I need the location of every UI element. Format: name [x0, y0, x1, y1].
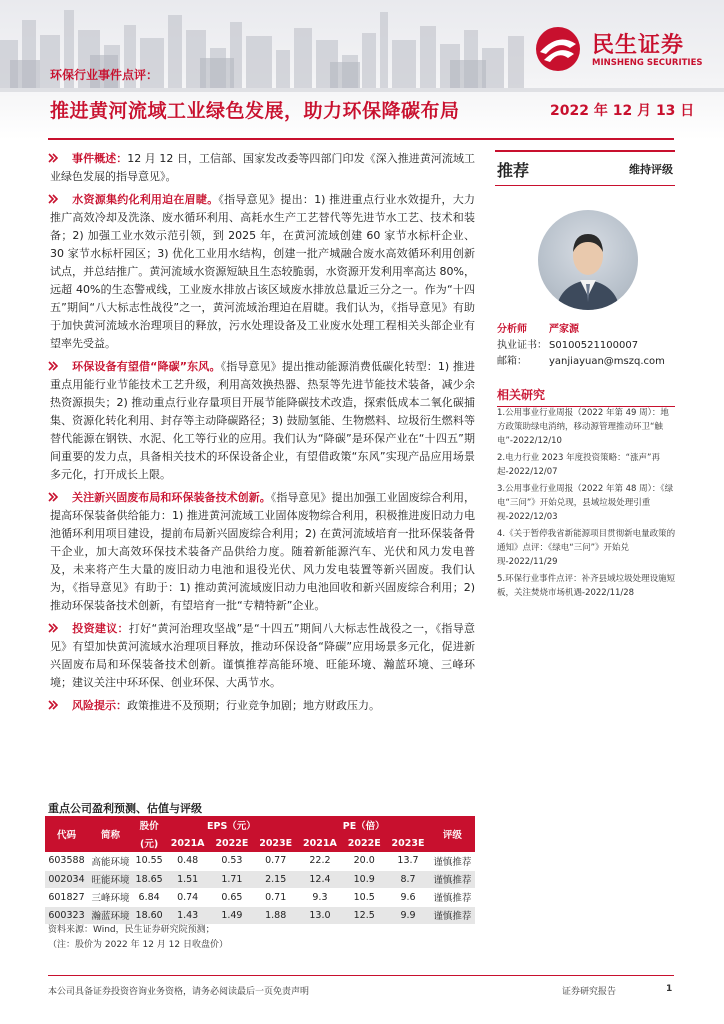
cell: 10.9 [342, 870, 386, 888]
arrow-bullet-icon [48, 623, 58, 633]
cell: 0.65 [210, 888, 254, 906]
paragraph-lead: 投资建议： [72, 622, 129, 635]
rating-box [495, 150, 675, 186]
cell: 002034 [45, 870, 88, 888]
cell: 10.5 [342, 888, 386, 906]
cell: 0.53 [210, 852, 254, 870]
cell: 0.71 [254, 888, 298, 906]
cell: 9.9 [386, 906, 430, 924]
note-line: （注：股价为 2022 年 12 月 12 日收盘价） [48, 940, 228, 950]
cell: 13.7 [386, 852, 430, 870]
analyst-role-label: 分析师 [497, 324, 527, 335]
cell: 13.0 [298, 906, 343, 924]
cell: 18.60 [133, 906, 165, 924]
analyst-portrait-icon [538, 210, 638, 310]
col-eps: EPS（元） [165, 816, 297, 834]
report-title: 推进黄河流域工业绿色发展，助力环保降碳布局 [50, 100, 460, 122]
arrow-bullet-icon [48, 153, 58, 163]
cell: 1.51 [165, 870, 210, 888]
col-code: 代码 [45, 816, 88, 852]
paragraph-event [50, 150, 475, 186]
col-rating: 评级 [430, 816, 475, 852]
col-name: 简称 [88, 816, 133, 852]
cell: 0.74 [165, 888, 210, 906]
cell: 瀚蓝环境 [88, 906, 133, 924]
col-year: 2023E [254, 834, 298, 852]
cell: 1.71 [210, 870, 254, 888]
cert-number: S0100521100007 [549, 340, 639, 351]
cell: 601827 [45, 888, 88, 906]
cell: 600323 [45, 906, 88, 924]
minsheng-logo-icon [530, 24, 586, 74]
report-category: 环保行业事件点评： [50, 68, 159, 82]
cell: 1.88 [254, 906, 298, 924]
cell: 8.7 [386, 870, 430, 888]
source-line: 资料来源：Wind，民生证券研究院预测； [48, 925, 215, 935]
footer-disclaimer: 本公司具备证券投资咨询业务资格，请务必阅读最后一页免责声明 [48, 987, 310, 997]
paragraph-investment [50, 620, 475, 692]
paragraph-lead: 事件概述： [72, 152, 128, 165]
analyst-name: 严家源 [549, 324, 579, 335]
related-item[interactable]: 3.公用事业行业周报（2022 年第 48 周）：《绿电“三问”》开始兑现，县域垃圾处理引重视-2022/12/03 [497, 484, 674, 522]
table-row [45, 852, 475, 870]
analyst-info [497, 322, 677, 370]
cell: 高能环境 [88, 852, 133, 870]
analyst-row [497, 322, 677, 338]
cell: 12.5 [342, 906, 386, 924]
cell: 20.0 [342, 852, 386, 870]
col-pe: PE（倍） [298, 816, 430, 834]
paragraph-text: 《指导意见》提出：1) 推进重点行业水效提升，大力推广高效冷却及洗涤、废水循环利用、高耗水生产工艺替代等先进节水工艺、技术和装备；2) 加强工业水效示范引领，到 2025 年，在黄河流域创建 60 家节水标杆企业、30 家节水标杆园区；3) 优化工业用水结构，创建一批产城融合废水高效循环利用创新试点，并总结推广。黄河流域水资源短缺且生态较脆弱，水资源开发利用率高达 80%，远超 40%的生态警戒线，工业废水排放占该区域废水排放总量近三分之一。作为“十四五”期间“八大标志性战役”之一，黄河流域治理迫在眉睫。我们认为，《指导意见》有助于加快黄河流域水治理项目的释放，污水处理设备及工业废水处理工程相关头部企业有望率先受益。 [50, 193, 475, 350]
paragraph-carbon [50, 358, 475, 484]
cell: 12.4 [298, 870, 343, 888]
email-link[interactable]: yanjiayuan@mszq.com [549, 356, 665, 367]
col-year: 2023E [386, 834, 430, 852]
cell: 10.55 [133, 852, 165, 870]
cell: 9.6 [386, 888, 430, 906]
paragraph-text: 政策推进不及预期；行业竞争加剧；地方财政压力。 [127, 699, 380, 712]
logo-chinese: 民生证券 [592, 33, 685, 58]
table-title: 重点公司盈利预测、估值与评级 [48, 802, 202, 815]
cert-row [497, 338, 677, 354]
paragraph-text: 《指导意见》提出加强工业固废综合利用，提高环保装备供给能力：1) 推进黄河流域工业固体废物综合利用，积极推进废旧动力电池循环利用项目建设，提前布局新兴固废综合利用；2) 在黄河流域培育一批环保装备骨干企业，加大高效环保技术装备产品供给力度。随着新能源汽车、光伏和风力发电普及，未来将产生大量的废旧动力电池和退役光伏、风力发电装置等新兴固废。我们认为，《指导意见》有助于：1) 推动黄河流域废旧动力电池回收和新兴固废综合利用；2) 推动环保装备技术创新，有望培育一批“专精特新”企业。 [50, 491, 476, 612]
cell: 0.48 [165, 852, 210, 870]
paragraph-risk [50, 697, 475, 715]
footer-divider [48, 975, 674, 976]
cell: 三峰环境 [88, 888, 133, 906]
table-row [45, 888, 475, 906]
col-year: 2022E [210, 834, 254, 852]
paragraph-water [50, 191, 475, 353]
paragraph-lead: 关注新兴固废布局和环保装备技术创新。 [72, 491, 271, 504]
cell: 22.2 [298, 852, 343, 870]
table-source [48, 923, 228, 953]
arrow-bullet-icon [48, 361, 58, 371]
table-row [45, 870, 475, 888]
main-body [50, 150, 475, 720]
paragraph-text: 12 月 12 日，工信部、国家发改委等四部门印发《深入推进黄河流域工业绿色发展的指导意见》。 [50, 152, 476, 183]
related-item[interactable]: 5.环保行业事件点评：补齐县域垃圾处理设施短板，关注焚烧市场机遇-2022/11/28 [497, 574, 676, 598]
cell: 6.84 [133, 888, 165, 906]
analyst-photo [538, 210, 638, 310]
forecast-table [45, 816, 475, 925]
page-number: 1 [666, 984, 673, 994]
table-row [45, 906, 475, 924]
email-label: 邮箱： [497, 356, 527, 367]
related-item[interactable]: 4.《关于暂停我省新能源项目贯彻新电量政策的通知》点评：《绿电“三问”》开始兑现-2022/11/29 [497, 529, 676, 567]
paragraph-solid-waste [50, 489, 475, 615]
col-price-unit: (元) [133, 834, 165, 852]
col-price: 股价 [133, 816, 165, 834]
cell: 9.3 [298, 888, 343, 906]
cert-label: 执业证书： [497, 340, 547, 351]
cell: 旺能环境 [88, 870, 133, 888]
cell: 1.43 [165, 906, 210, 924]
paragraph-lead: 水资源集约化利用迫在眉睫。 [72, 193, 219, 206]
sidebar [495, 150, 675, 186]
cell: 603588 [45, 852, 88, 870]
report-date: 2022 年 12 月 13 日 [550, 103, 695, 119]
cell: 谨慎推荐 [430, 852, 475, 870]
col-year: 2022E [342, 834, 386, 852]
arrow-bullet-icon [48, 194, 58, 204]
footer-report-type: 证券研究报告 [562, 987, 617, 997]
cell: 18.65 [133, 870, 165, 888]
logo-english: MINSHENG SECURITIES [592, 58, 703, 68]
rating-label: 推荐 [497, 161, 530, 180]
paragraph-text: 《指导意见》提出推动能源消费低碳化转型：1) 推进重点用能行业节能技术工艺升级，利用高效换热器、热泵等先进节能技术装备，减少余热资源损失；2) 推动重点行业存量项目开展节能降碳技术改造，探索低成本二氧化碳捕集、资源化转化利用、封存等主动降碳路径；3) 鼓励氢能、生物燃料、垃圾衍生燃料等替代能源在钢铁、水泥、化工等行业的应用。我们认为“降碳”是环保产业在“十四五”期间重要的发力点，具备相关技术的环保设备企业，有望借政策“东风”实现产品应用场景多元化，打开成长上限。 [50, 360, 475, 481]
related-research-list [497, 406, 677, 603]
col-year: 2021A [298, 834, 343, 852]
related-item[interactable]: 2.电力行业 2023 年度投资策略：“涨声”再起-2022/12/07 [497, 453, 660, 477]
cell: 0.77 [254, 852, 298, 870]
email-row [497, 354, 677, 370]
minsheng-logo [530, 24, 715, 74]
paragraph-lead: 风险提示： [72, 699, 127, 712]
report-header [0, 0, 724, 140]
header-divider [48, 138, 674, 140]
related-research-title: 相关研究 [497, 386, 675, 407]
cell: 谨慎推荐 [430, 888, 475, 906]
paragraph-lead: 环保设备有望借“降碳”东风。 [72, 360, 221, 373]
cell: 1.49 [210, 906, 254, 924]
cell: 谨慎推荐 [430, 870, 475, 888]
cell: 2.15 [254, 870, 298, 888]
related-item[interactable]: 1.公用事业行业周报（2022 年第 49 周）：地方政策助绿电消纳，移动源管理推动环卫“触电”-2022/12/10 [497, 408, 669, 446]
rating-sub: 维持评级 [629, 163, 673, 176]
col-year: 2021A [165, 834, 210, 852]
cell: 谨慎推荐 [430, 906, 475, 924]
paragraph-text: 打好“黄河治理攻坚战”是“十四五”期间八大标志性战役之一，《指导意见》有望加快黄河流域水治理项目释放，推动环保设备“降碳”应用场景多元化，促进新兴固废布局和环保装备技术创新。谨慎推荐高能环境、旺能环境、瀚蓝环境、三峰环境；建议关注中环环保、创业环保、大禹节水。 [50, 622, 476, 689]
arrow-bullet-icon [48, 700, 58, 710]
arrow-bullet-icon [48, 492, 58, 502]
